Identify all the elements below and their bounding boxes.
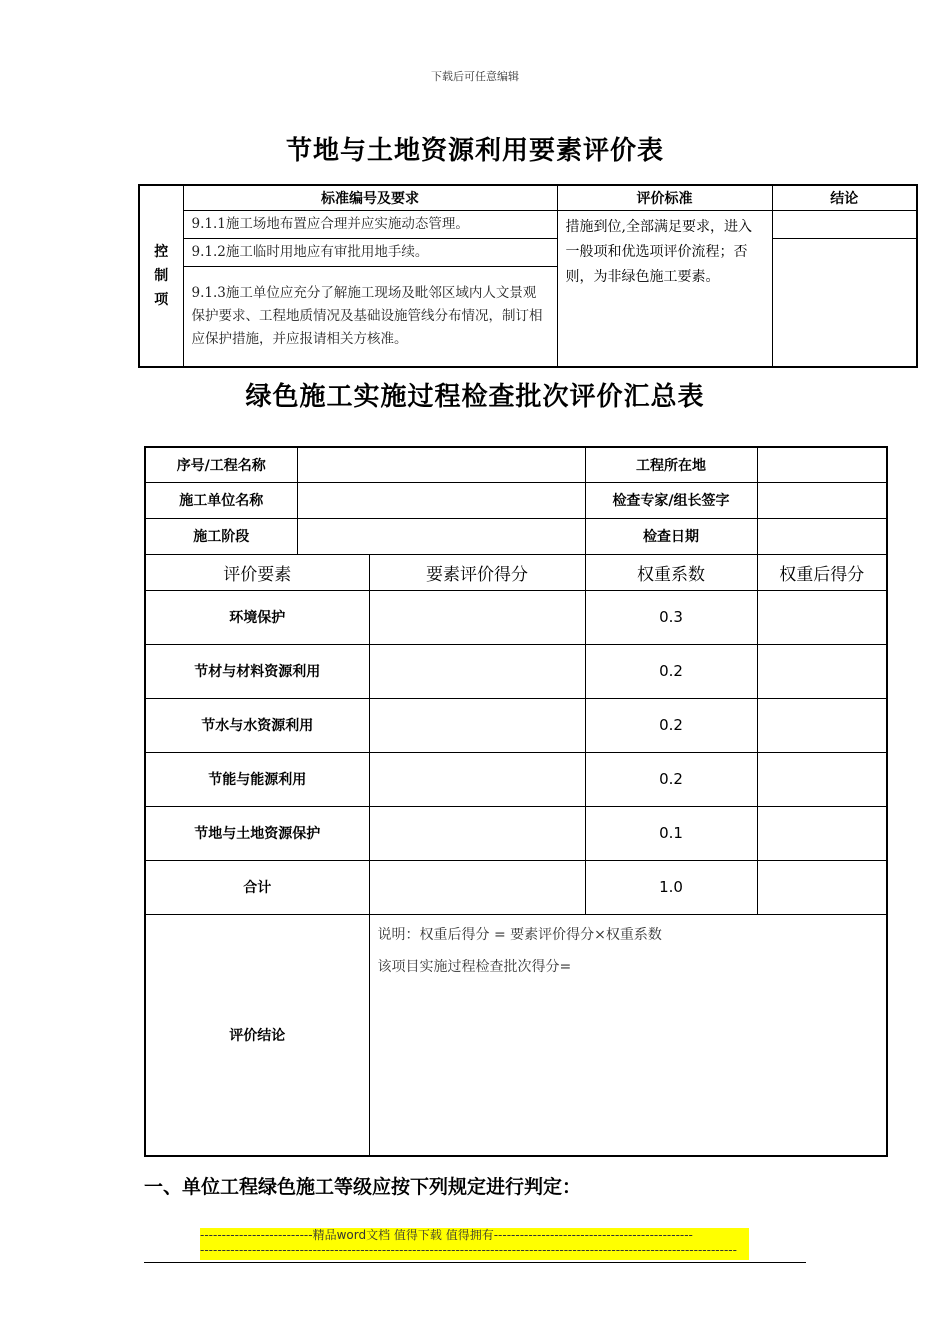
- contractor-value[interactable]: [297, 482, 585, 518]
- footer-line-2: ----------------------------------------------------------------------------------------------------------------------------: [200, 1243, 737, 1257]
- total-weighted-score-cell[interactable]: [757, 860, 887, 914]
- construction-stage-value[interactable]: [297, 518, 585, 554]
- project-name-label: 序号/工程名称: [145, 447, 297, 482]
- conclusion-label: 评价结论: [145, 914, 369, 1156]
- element-score-cell[interactable]: [369, 644, 585, 698]
- header-note: 下载后可任意编辑: [431, 70, 519, 83]
- element-score-cell[interactable]: [369, 752, 585, 806]
- element-name: 环境保护: [145, 590, 369, 644]
- col-header-weight: 权重系数: [585, 554, 757, 590]
- table-row: [145, 806, 887, 860]
- project-name-value[interactable]: [297, 447, 585, 482]
- section-heading: 一、单位工程绿色施工等级应按下列规定进行判定：: [144, 1176, 582, 1198]
- element-name: 节水与水资源利用: [145, 698, 369, 752]
- total-weight-value: 1.0: [585, 860, 757, 914]
- element-score-cell[interactable]: [369, 698, 585, 752]
- col-header-score: 要素评价得分: [369, 554, 585, 590]
- weight-value: 0.2: [585, 644, 757, 698]
- requirement-item: 9.1.3施工单位应充分了解施工现场及毗邻区域内人文景观保护要求、工程地质情况及基础设施管线分布情况，制订相应保护措施，并应报请相关方核准。: [183, 267, 557, 367]
- footer-line-1: --------------------------精品word文档 值得下载 值得拥有----------------------------------------------: [200, 1228, 693, 1242]
- table-row: [145, 590, 887, 644]
- contractor-label: 施工单位名称: [145, 482, 297, 518]
- inspection-date-label: 检查日期: [585, 518, 757, 554]
- note-batch-score: 该项目实施过程检查批次得分=: [377, 958, 572, 975]
- header-standard: 标准编号及要求: [183, 185, 557, 211]
- header-conclusion: 结论: [772, 185, 917, 211]
- weighted-score-cell[interactable]: [757, 644, 887, 698]
- element-score-cell[interactable]: [369, 806, 585, 860]
- requirement-item: 9.1.2施工临时用地应有审批用地手续。: [183, 239, 557, 267]
- control-item-label: 控 制 项: [139, 185, 183, 367]
- expert-signature-value[interactable]: [757, 482, 887, 518]
- weight-value: 0.3: [585, 590, 757, 644]
- project-location-label: 工程所在地: [585, 447, 757, 482]
- weighted-score-cell[interactable]: [757, 698, 887, 752]
- element-score-cell[interactable]: [369, 590, 585, 644]
- note-formula: 说明：权重后得分 = 要素评价得分×权重系数: [377, 926, 662, 943]
- criteria-text: 措施到位,全部满足要求，进入一般项和优选项评价流程；否则，为非绿色施工要素。: [557, 211, 772, 367]
- weight-value: 0.1: [585, 806, 757, 860]
- footer-divider: [144, 1262, 806, 1263]
- element-name: 节能与能源利用: [145, 752, 369, 806]
- conclusion-notes[interactable]: [369, 914, 887, 1156]
- footer-banner: [200, 1228, 749, 1260]
- element-name: 节材与材料资源利用: [145, 644, 369, 698]
- table-row: [145, 752, 887, 806]
- conclusion-cell[interactable]: [772, 211, 917, 239]
- header-criteria: 评价标准: [557, 185, 772, 211]
- requirement-item: 9.1.1施工场地布置应合理并应实施动态管理。: [183, 211, 557, 239]
- table-row: [145, 644, 887, 698]
- inspection-date-value[interactable]: [757, 518, 887, 554]
- weighted-score-cell[interactable]: [757, 752, 887, 806]
- weighted-score-cell[interactable]: [757, 590, 887, 644]
- col-header-weighted-score: 权重后得分: [757, 554, 887, 590]
- weight-value: 0.2: [585, 698, 757, 752]
- col-header-element: 评价要素: [145, 554, 369, 590]
- table-row: [145, 698, 887, 752]
- expert-signature-label: 检查专家/组长签字: [585, 482, 757, 518]
- element-name: 节地与土地资源保护: [145, 806, 369, 860]
- summary-table-body: [144, 446, 888, 1157]
- land-evaluation-table: [138, 184, 918, 368]
- page-title: 节地与土地资源利用要素评价表: [285, 136, 664, 166]
- conclusion-cell[interactable]: [772, 239, 917, 367]
- construction-stage-label: 施工阶段: [145, 518, 297, 554]
- summary-title: 绿色施工实施过程检查批次评价汇总表: [245, 382, 705, 412]
- table-row-total: [145, 860, 887, 914]
- project-location-value[interactable]: [757, 447, 887, 482]
- total-label: 合计: [145, 860, 369, 914]
- weighted-score-cell[interactable]: [757, 806, 887, 860]
- total-score-cell[interactable]: [369, 860, 585, 914]
- weight-value: 0.2: [585, 752, 757, 806]
